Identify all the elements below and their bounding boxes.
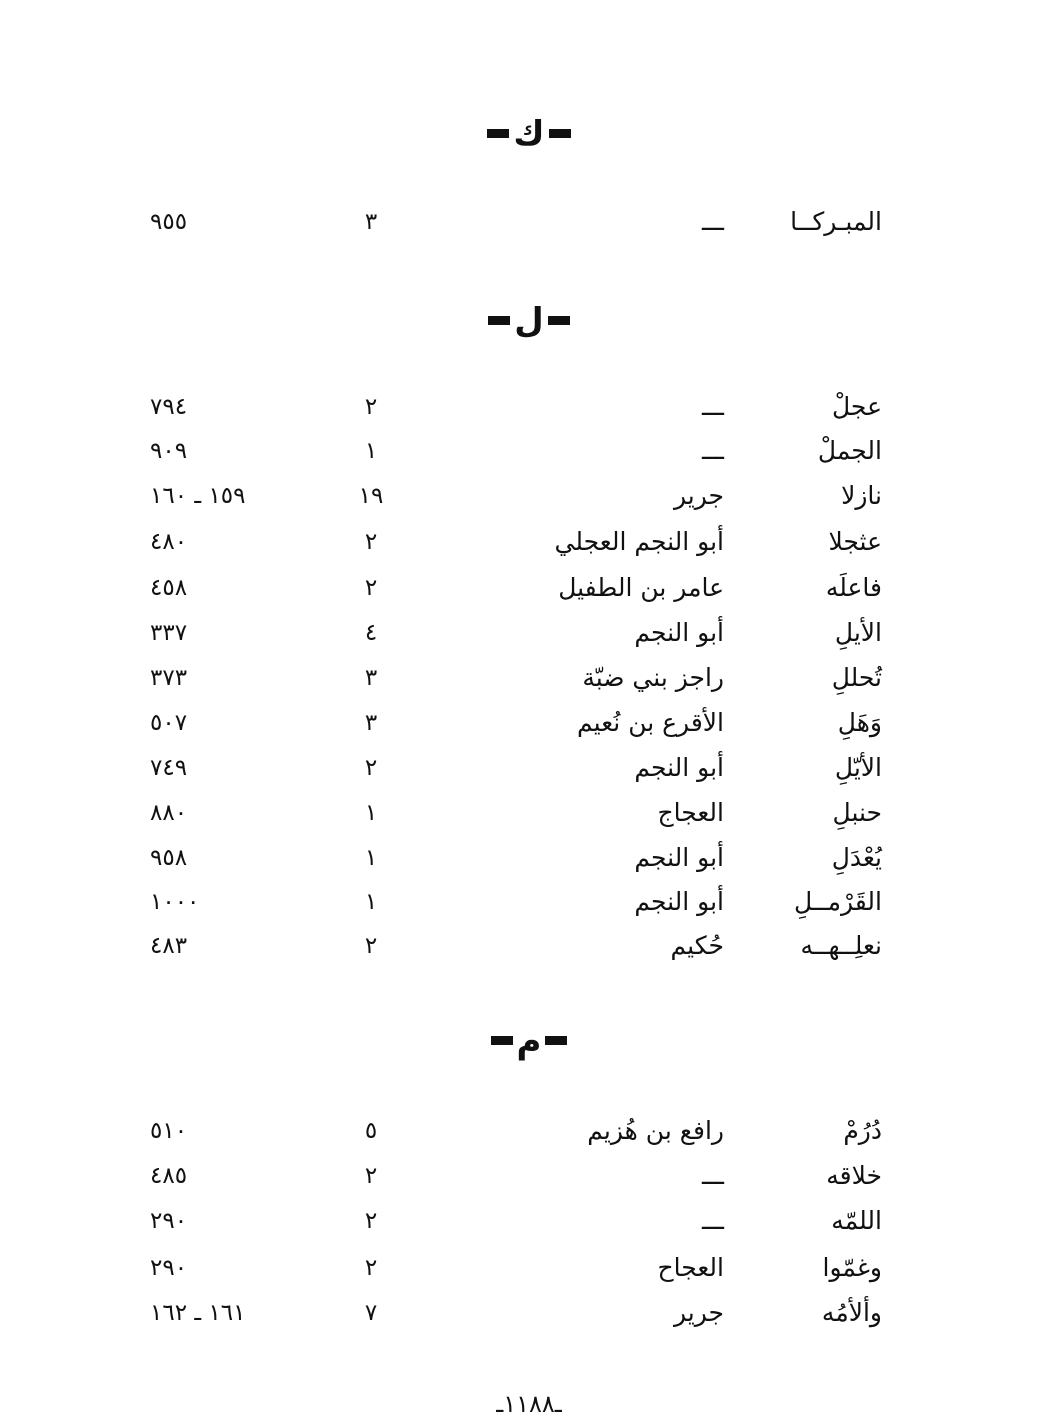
- rhyme-word: الأيلِ: [834, 618, 882, 647]
- heading-dash: [491, 1036, 513, 1045]
- poet-name: جرير: [674, 1298, 724, 1327]
- section-letter: م: [516, 1020, 542, 1061]
- verse-count: ٢: [364, 1208, 378, 1234]
- poet-name: عامر بن الطفيل: [558, 573, 724, 602]
- verse-count: ٣: [364, 665, 378, 691]
- index-row: [0, 431, 1058, 471]
- rhyme-word: الجملْ: [817, 436, 882, 465]
- verse-count: ٢: [364, 1255, 378, 1281]
- section-heading-kaf: [0, 113, 1058, 154]
- section-letter: ل: [514, 300, 544, 341]
- poet-name: ـــ: [702, 436, 724, 465]
- index-row: [0, 882, 1058, 922]
- rhyme-word: نعلِــهــه: [800, 931, 882, 960]
- page-reference: ٢٩٠: [150, 1255, 188, 1281]
- poet-name: أبو النجم: [634, 887, 724, 916]
- poet-name: جرير: [674, 481, 724, 510]
- verse-count: ٣: [364, 710, 378, 736]
- rhyme-word: نازلا: [841, 481, 882, 510]
- section-heading-mim: [0, 1020, 1058, 1061]
- index-row: [0, 926, 1058, 966]
- rhyme-word: وألأمُه: [821, 1298, 882, 1327]
- index-row: [0, 387, 1058, 427]
- verse-count: ١: [364, 889, 378, 915]
- page-reference: ٤٨٥: [150, 1163, 188, 1189]
- verse-count: ١: [364, 845, 378, 871]
- page-reference: ٥١٠: [150, 1118, 188, 1144]
- rhyme-word: عجلْ: [832, 392, 882, 421]
- index-row: [0, 793, 1058, 833]
- index-row: [0, 703, 1058, 743]
- index-row: [0, 1201, 1058, 1241]
- section-letter: ك: [513, 113, 545, 154]
- verse-count: ٢: [364, 394, 378, 420]
- heading-dash: [545, 1036, 567, 1045]
- poet-name: راجز بني ضبّة: [582, 663, 724, 692]
- page-reference: ٥٠٧: [150, 710, 188, 736]
- index-row: [0, 1293, 1058, 1333]
- verse-count: ١: [364, 800, 378, 826]
- index-row: [0, 522, 1058, 562]
- page-reference: ٤٨٠: [150, 529, 188, 555]
- rhyme-word: القَرْمــلِ: [794, 887, 882, 916]
- poet-name: أبو النجم: [634, 618, 724, 647]
- verse-count: ٢: [364, 1163, 378, 1189]
- verse-count: ٢: [364, 529, 378, 555]
- page-reference: ٩٠٩: [150, 438, 188, 464]
- verse-count: ٢: [364, 575, 378, 601]
- rhyme-word: اللمّه: [831, 1206, 882, 1235]
- rhyme-word: وغمّوا: [822, 1253, 882, 1282]
- rhyme-word: المبـركــا: [790, 207, 882, 236]
- page-reference: ٩٥٨: [150, 845, 188, 871]
- index-row: [0, 1111, 1058, 1151]
- poet-name: أبو النجم العجلي: [554, 527, 724, 556]
- verse-count: ١٩: [358, 483, 384, 509]
- page-reference: ٤٥٨: [150, 575, 188, 601]
- page-reference: ٩٥٥: [150, 209, 188, 235]
- poet-name: العجاح: [657, 1253, 724, 1282]
- index-row: [0, 202, 1058, 242]
- index-row: [0, 1248, 1058, 1288]
- rhyme-word: وَهَلِ: [837, 708, 882, 737]
- page-reference: ١٦١ ـ ١٦٢: [150, 1300, 246, 1326]
- poet-name: الأقرع بن نُعيم: [577, 708, 724, 737]
- page-reference: ٨٨٠: [150, 800, 188, 826]
- index-row: [0, 613, 1058, 653]
- verse-count: ٢: [364, 933, 378, 959]
- page-reference: ٧٤٩: [150, 755, 188, 781]
- poet-name: ـــ: [702, 207, 724, 236]
- poet-name: أبو النجم: [634, 843, 724, 872]
- rhyme-word: خلاقه: [826, 1161, 882, 1190]
- rhyme-word: فاعلَه: [825, 573, 882, 602]
- page-number: ـ١١٨٨ـ: [496, 1390, 562, 1418]
- page-reference: ٣٣٧: [150, 620, 188, 646]
- poet-name: العجاج: [657, 798, 724, 827]
- page-reference: ٧٩٤: [150, 394, 188, 420]
- verse-count: ٧: [364, 1300, 378, 1326]
- poet-name: ـــ: [702, 392, 724, 421]
- index-row: [0, 658, 1058, 698]
- page-reference: ٤٨٣: [150, 933, 188, 959]
- rhyme-word: الأيّلِ: [834, 753, 882, 782]
- section-heading-lam: [0, 300, 1058, 341]
- rhyme-word: يُعْدَلِ: [831, 843, 882, 872]
- heading-dash: [488, 316, 510, 325]
- page-reference: ٣٧٣: [150, 665, 188, 691]
- heading-dash: [549, 129, 571, 138]
- index-row: [0, 476, 1058, 516]
- poet-name: أبو النجم: [634, 753, 724, 782]
- verse-count: ٢: [364, 755, 378, 781]
- rhyme-word: تُحللِ: [831, 663, 882, 692]
- rhyme-word: دُرُمْ: [843, 1116, 882, 1145]
- poet-name: رافع بن هُزيم: [587, 1116, 724, 1145]
- poet-name: حُكيم: [670, 931, 724, 960]
- page-reference: ١٠٠٠: [150, 889, 200, 915]
- index-row: [0, 748, 1058, 788]
- poet-name: ـــ: [702, 1161, 724, 1190]
- heading-dash: [548, 316, 570, 325]
- index-row: [0, 1156, 1058, 1196]
- verse-count: ٣: [364, 209, 378, 235]
- verse-count: ٤: [364, 620, 378, 646]
- poet-name: ـــ: [702, 1206, 724, 1235]
- verse-count: ١: [364, 438, 378, 464]
- verse-count: ٥: [364, 1118, 378, 1144]
- index-row: [0, 838, 1058, 878]
- index-row: [0, 568, 1058, 608]
- heading-dash: [487, 129, 509, 138]
- page-reference: ٢٩٠: [150, 1208, 188, 1234]
- page-reference: ١٥٩ ـ ١٦٠: [150, 483, 246, 509]
- rhyme-word: عثجلا: [828, 527, 882, 556]
- rhyme-word: حنبلِ: [832, 798, 882, 827]
